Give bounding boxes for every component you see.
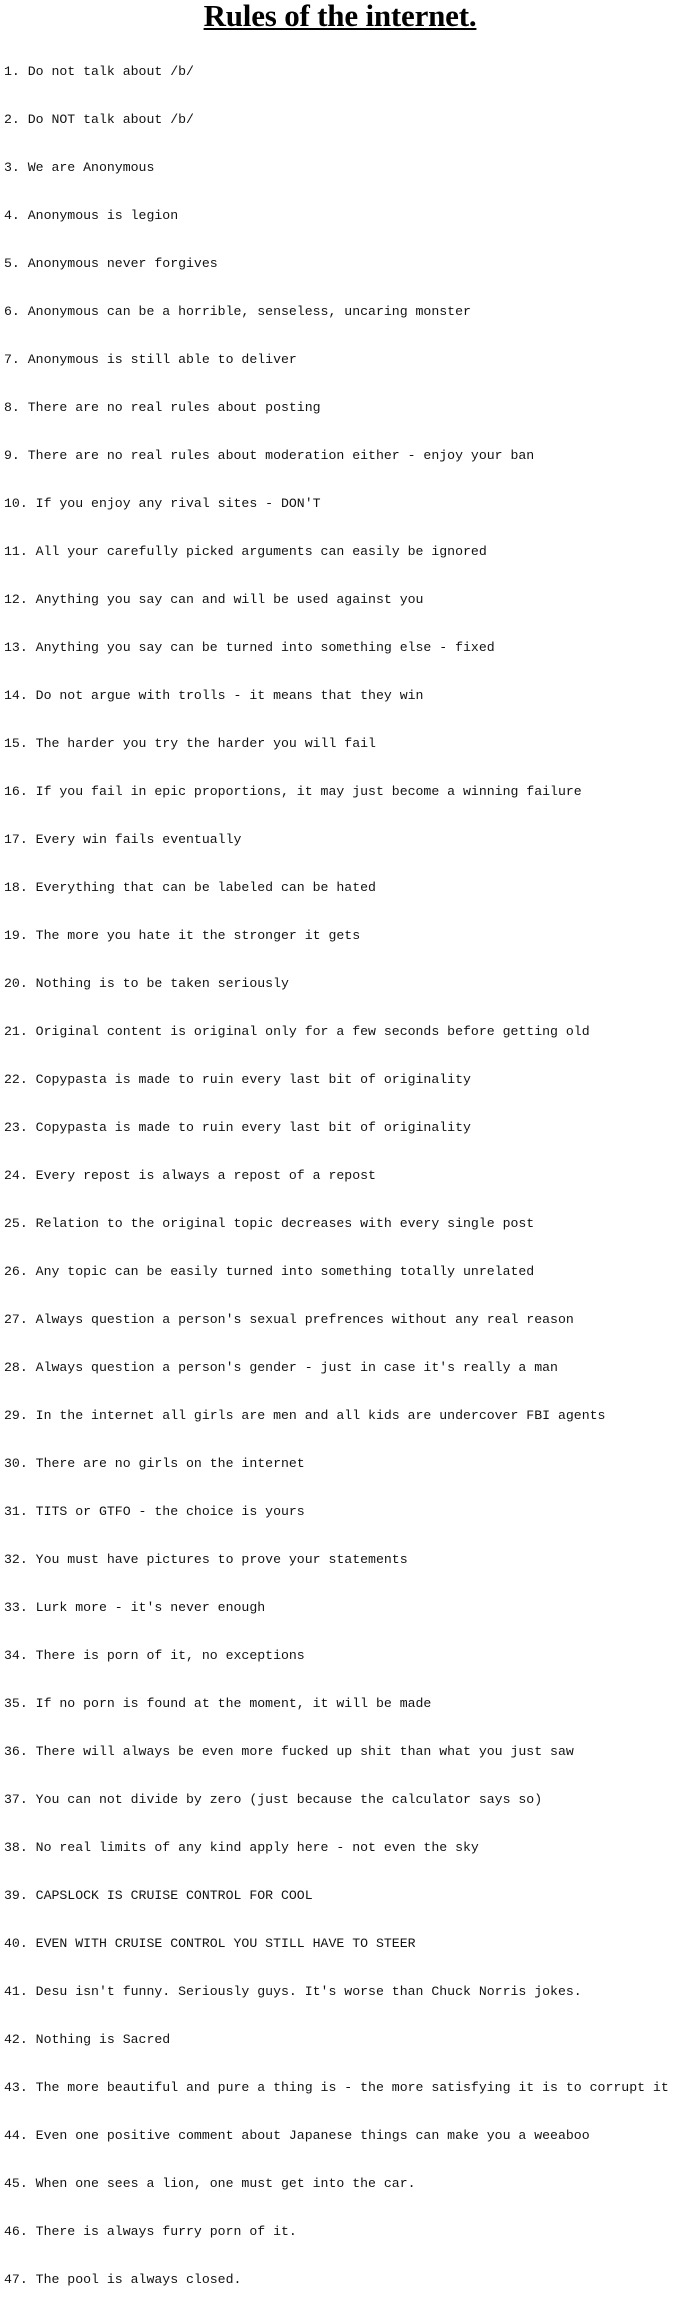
rule-item: 24. Every repost is always a repost of a repost bbox=[4, 1168, 376, 1183]
rule-item: 34. There is porn of it, no exceptions bbox=[4, 1648, 305, 1663]
rule-item: 13. Anything you say can be turned into something else - fixed bbox=[4, 640, 495, 655]
rule-item: 36. There will always be even more fucked up shit than what you just saw bbox=[4, 1744, 574, 1759]
rule-item: 10. If you enjoy any rival sites - DON'T bbox=[4, 496, 321, 511]
rule-item: 14. Do not argue with trolls - it means that they win bbox=[4, 688, 424, 703]
rule-item: 12. Anything you say can and will be used against you bbox=[4, 592, 424, 607]
rule-item: 33. Lurk more - it's never enough bbox=[4, 1600, 266, 1615]
rule-item: 32. You must have pictures to prove your statements bbox=[4, 1552, 408, 1567]
rule-item: 1. Do not talk about /b/ bbox=[4, 64, 194, 79]
rule-item: 26. Any topic can be easily turned into something totally unrelated bbox=[4, 1264, 535, 1279]
rule-item: 5. Anonymous never forgives bbox=[4, 256, 218, 271]
rule-item: 43. The more beautiful and pure a thing is - the more satisfying it is to corrupt it bbox=[4, 2080, 669, 2095]
page-title bbox=[0, 0, 680, 31]
rule-item: 41. Desu isn't funny. Seriously guys. It's worse than Chuck Norris jokes. bbox=[4, 1984, 582, 1999]
rule-item: 27. Always question a person's sexual prefrences without any real reason bbox=[4, 1312, 574, 1327]
rule-item: 3. We are Anonymous bbox=[4, 160, 155, 175]
rule-item: 4. Anonymous is legion bbox=[4, 208, 179, 223]
rule-item: 20. Nothing is to be taken seriously bbox=[4, 976, 289, 991]
rule-item: 44. Even one positive comment about Japanese things can make you a weeaboo bbox=[4, 2128, 590, 2143]
rule-item: 40. EVEN WITH CRUISE CONTROL YOU STILL HAVE TO STEER bbox=[4, 1936, 416, 1951]
rule-item: 11. All your carefully picked arguments can easily be ignored bbox=[4, 544, 487, 559]
rule-item: 46. There is always furry porn of it. bbox=[4, 2224, 297, 2239]
rule-item: 45. When one sees a lion, one must get into the car. bbox=[4, 2176, 416, 2191]
rule-item: 38. No real limits of any kind apply here - not even the sky bbox=[4, 1840, 479, 1855]
rule-item: 16. If you fail in epic proportions, it may just become a winning failure bbox=[4, 784, 582, 799]
rule-item: 23. Copypasta is made to ruin every last bit of originality bbox=[4, 1120, 471, 1135]
rule-item: 42. Nothing is Sacred bbox=[4, 2032, 171, 2047]
rule-item: 17. Every win fails eventually bbox=[4, 832, 242, 847]
rule-item: 31. TITS or GTFO - the choice is yours bbox=[4, 1504, 305, 1519]
rule-item: 35. If no porn is found at the moment, it will be made bbox=[4, 1696, 432, 1711]
rule-item: 30. There are no girls on the internet bbox=[4, 1456, 305, 1471]
rule-item: 18. Everything that can be labeled can be hated bbox=[4, 880, 376, 895]
rule-item: 15. The harder you try the harder you will fail bbox=[4, 736, 376, 751]
rule-item: 7. Anonymous is still able to deliver bbox=[4, 352, 297, 367]
rule-item: 37. You can not divide by zero (just because the calculator says so) bbox=[4, 1792, 543, 1807]
rule-item: 29. In the internet all girls are men and all kids are undercover FBI agents bbox=[4, 1408, 606, 1423]
page-title-text: Rules of the internet. bbox=[203, 0, 477, 33]
rule-item: 28. Always question a person's gender - just in case it's really a man bbox=[4, 1360, 558, 1375]
rule-item: 8. There are no real rules about posting bbox=[4, 400, 321, 415]
rule-item: 47. The pool is always closed. bbox=[4, 2272, 242, 2287]
rule-item: 2. Do NOT talk about /b/ bbox=[4, 112, 194, 127]
rule-item: 6. Anonymous can be a horrible, senseless, uncaring monster bbox=[4, 304, 471, 319]
rule-item: 9. There are no real rules about moderation either - enjoy your ban bbox=[4, 448, 535, 463]
rule-item: 21. Original content is original only for a few seconds before getting old bbox=[4, 1024, 590, 1039]
rule-item: 19. The more you hate it the stronger it gets bbox=[4, 928, 361, 943]
rule-item: 39. CAPSLOCK IS CRUISE CONTROL FOR COOL bbox=[4, 1888, 313, 1903]
rule-item: 22. Copypasta is made to ruin every last bit of originality bbox=[4, 1072, 471, 1087]
rules-list bbox=[4, 32, 669, 2304]
rule-item: 25. Relation to the original topic decreases with every single post bbox=[4, 1216, 535, 1231]
